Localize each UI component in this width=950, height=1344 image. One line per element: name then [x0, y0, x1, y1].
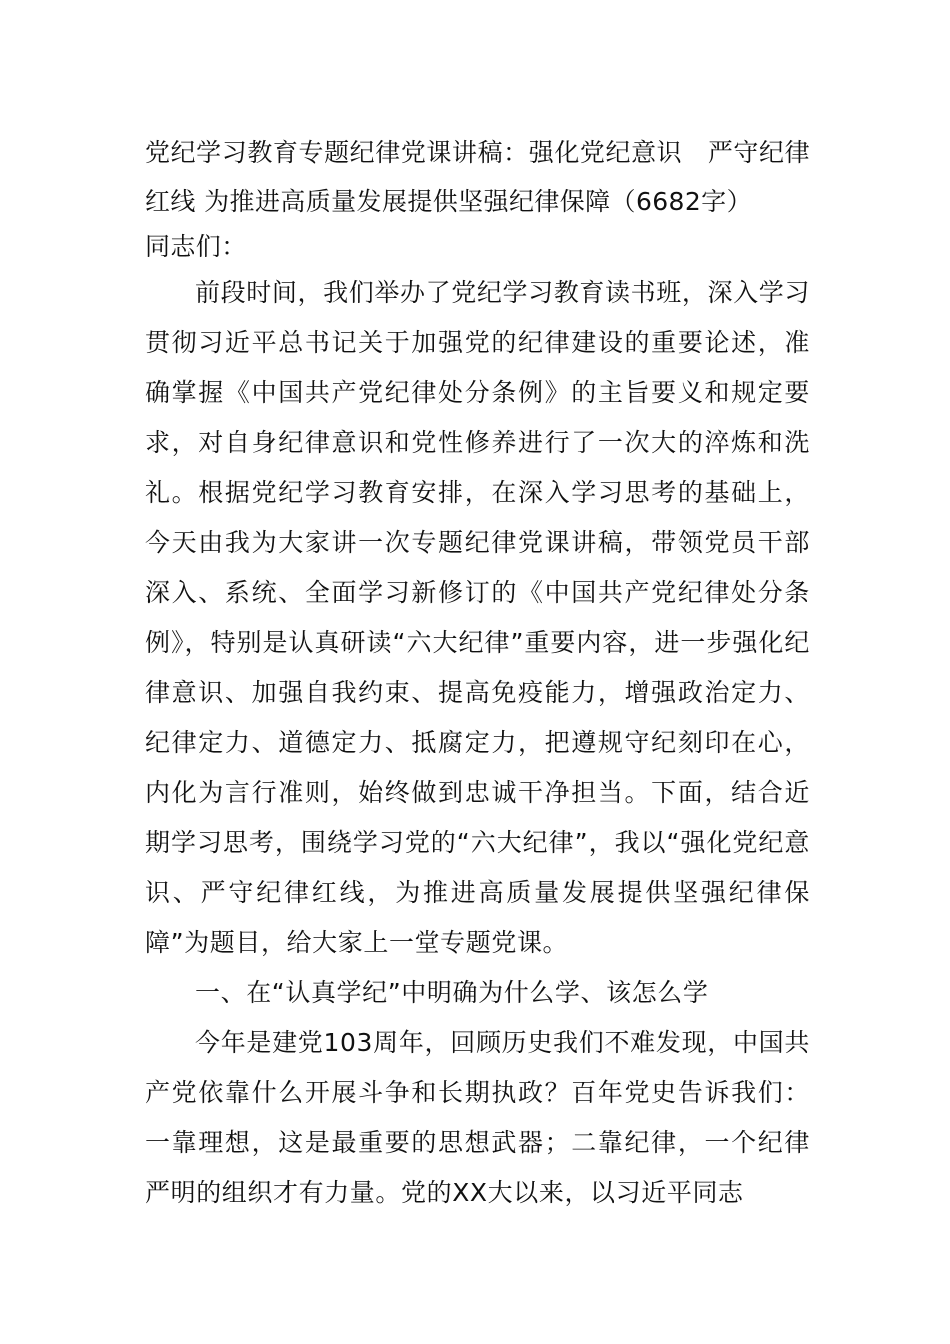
section-paragraph: 今年是建党103周年，回顾历史我们不难发现，中国共产党依靠什么开展斗争和长期执政？百年党史告诉我们：一靠理想，这是最重要的思想武器；二靠纪律，一个纪律严明的组织才有力量。党的XX大以来，以习近平同志	[145, 1028, 810, 1207]
section-heading: 一、在“认真学纪”中明确为什么学、该怎么学	[195, 978, 709, 1007]
salutation: 同志们：	[145, 232, 247, 261]
intro-paragraph: 前段时间，我们举办了党纪学习教育读书班，深入学习贯彻习近平总书记关于加强党的纪律建设的重要论述，准确掌握《中国共产党纪律处分条例》的主旨要义和规定要求，对自身纪律意识和党性修养进行了一次大的淬炼和洗礼。根据党纪学习教育安排，在深入学习思考的基础上，今天由我为大家讲一次专题纪律党课讲稿，带领党员干部深入、系统、全面学习新修订的《中国共产党纪律处分条例》，特别是认真研读“六大纪律”重要内容，进一步强化纪律意识、加强自我约束、提高免疫能力，增强政治定力、纪律定力、道德定力、抵腐定力，把遵规守纪刻印在心，内化为言行准则，始终做到忠诚干净担当。下面，结合近期学习思考，围绕学习党的“六大纪律”，我以“强化党纪意识、严守纪律红线，为推进高质量发展提供坚强纪律保障”为题目，给大家上一堂专题党课。	[145, 278, 810, 957]
document-title: 党纪学习教育专题纪律党课讲稿：强化党纪意识 严守纪律红线 为推进高质量发展提供坚强纪律保障（6682字）	[145, 138, 810, 216]
document-body	[145, 128, 810, 1218]
